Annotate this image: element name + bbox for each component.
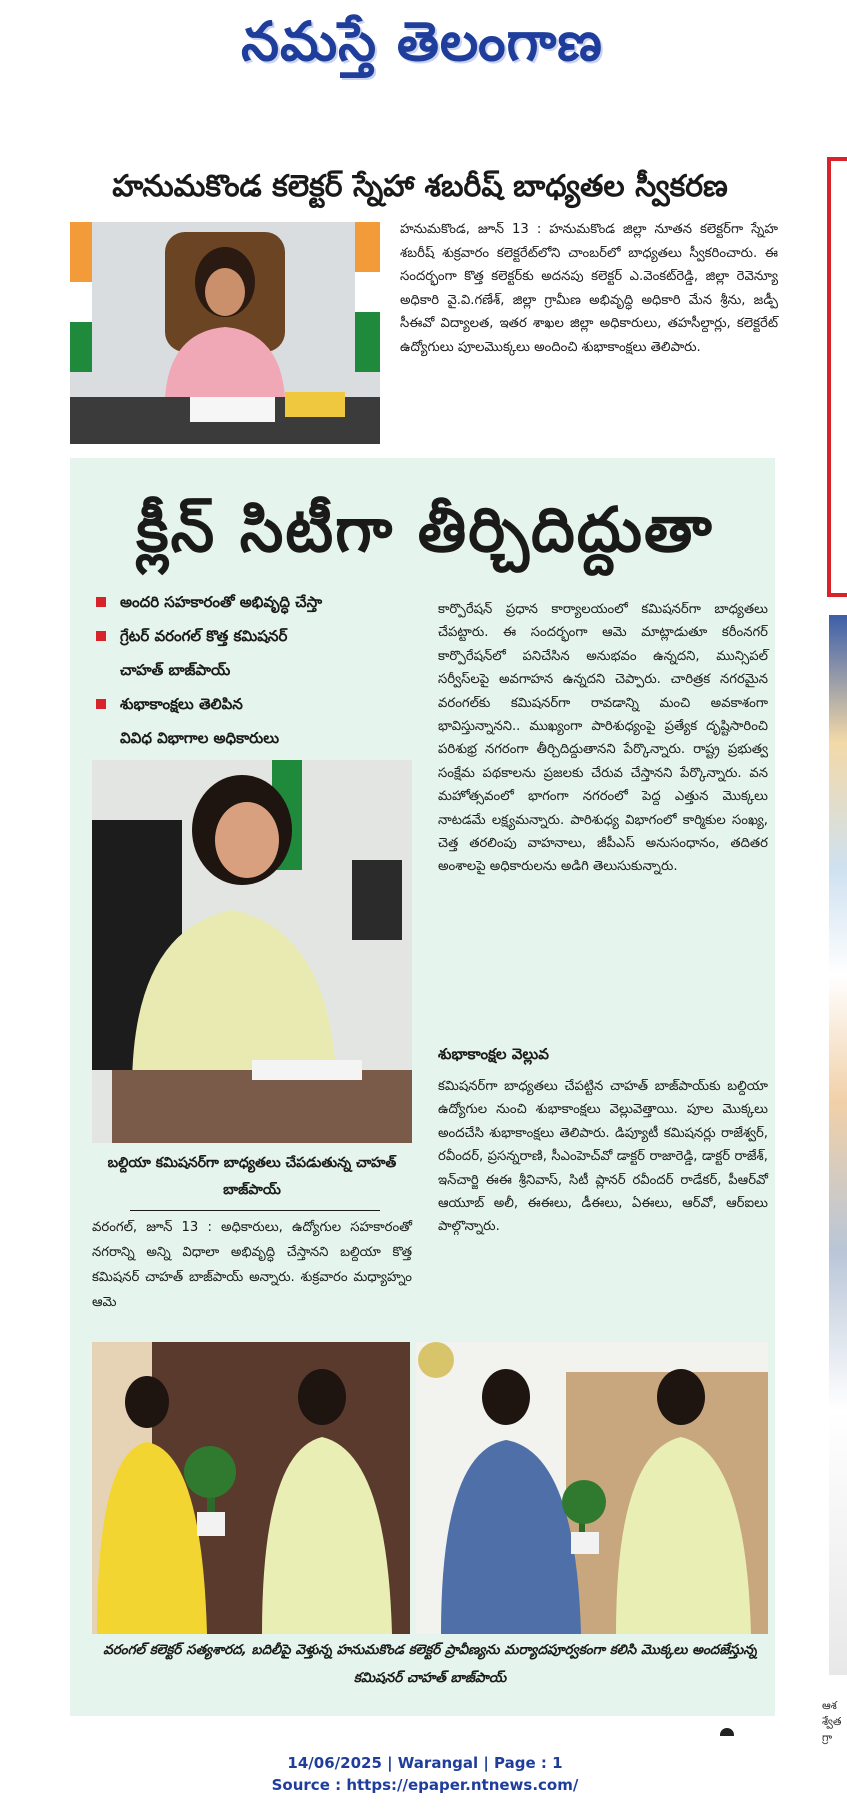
bullet-square-icon [96,597,106,607]
plant-greeting-photo-2 [416,1342,768,1634]
footer-source-line[interactable]: Source : https://epaper.ntnews.com/ [271,1776,579,1794]
adjacent-ad-border [827,157,847,597]
story1-headline: హనుమకొండ కలెక్టర్ స్నేహా శబరీష్ బాధ్యతల స్వీకరణ [112,169,728,204]
bullet-continuation: చాహత్ బాజ్‌పాయ్ [120,661,231,679]
story2-lead: వరంగల్, జూన్ 13 : అధికారులు, ఉద్యోగుల సహకారంతో నగరాన్ని అన్ని విధాలా అభివృద్ధి చేస్తానని బల్దియా కొత్త కమిషనర్ చాహత్ బాజ్‌పాయ్ అన్నారు. శుక్రవారం మధ్యాహ్నం ఆమె [92,1220,412,1310]
plant-greeting-photo-1 [92,1342,410,1634]
bullet-item: అందరి సహకారంతో అభివృద్ధి చేస్తా [90,585,430,619]
bullet-square-icon [96,631,106,641]
story2-body: కార్పొరేషన్ ప్రధాన కార్యాలయంలో కమిషనర్‌గా బాధ్యతలు చేపట్టారు. ఈ సందర్భంగా ఆమె మాట్లాడుతూ కరీంనగర్ కార్పొరేషన్‌లో పనిచేసిన అనుభవం ఉన్నదని, మున్సిపల్ సర్వీస్‌లపై అవగాహన ఉన్నదని చెప్పారు. చారిత్రక నగరమైన వరంగల్‌కు కమిషనర్‌గా రావడాన్ని మంచి అవకాశంగా భావిస్తున్నానని.. ముఖ్యంగా పారిశుధ్యంపై ప్రత్యేక దృష్టిసారించి పరిశుభ్ర నగరంగా తీర్చిదిద్దుతానని పేర్కొన్నారు. రాష్ట్ర ప్రభుత్వ సంక్షేమ పథకాలను ప్రజలకు చేరువ చేస్తానని పేర్కొన్నారు. వన మహోత్సవంలో భాగంగా నగరంలో పెద్ద ఎత్తున మొక్కలు నాటడమే లక్ష్యమన్నారు. పారిశుధ్య విభాగంలో కార్మికుల సంఖ్య, చెత్త తరలింపు వాహనాలు, జీపీఎస్ అనుసంధానం, తదితర అంశాలపై అధికారులను అడిగి తెలుసుకున్నారు. [438,602,768,875]
bullet-item: శుభాకాంక్షలు తెలిపిన [90,687,430,721]
story2-body-continued: కమిషనర్‌గా బాధ్యతలు చేపట్టిన చాహత్ బాజ్‌పాయ్‌కు బల్దియా ఉద్యోగుల నుంచి శుభాకాంక్షలు వెల్లువెత్తాయి. పూల మొక్కలు అందచేసి శుభాకాంక్షలు తెలిపారు. డిప్యూటీ కమిషనర్లు రాజేశ్వర్, రవీందర్, ప్రసన్నరాణి, సీఎంహెచ్‌వో డాక్టర్ రాజారెడ్డి, డాక్టర్ రాజేశ్, ఇన్‌చార్జి ఈఈ శ్రీనివాస్, సిటీ ప్లానర్ రవీందర్ రాడేకర్, పీఆర్‌వో ఆయూబ్ అలీ, ఈఈలు, డీఈలు, ఏఈలు, ఆర్‌వో, ఆర్‌ఐలు పాల్గొన్నారు. [438,1079,768,1235]
story2-bullets [90,585,430,755]
adjacent-column-strip [829,615,847,1675]
adjacent-column-text: ఆశ శ్వేత గ్రా [822,1699,842,1744]
bullet-continuation: వివిధ విభాగాల అధికారులు [120,729,280,747]
page-mark-icon [720,1728,734,1736]
bottom-photos-caption: వరంగల్ కలెక్టర్ సత్యశారద, బదిలీపై వెళ్తున్న హనుమకొండ కలెక్టర్ ప్రావీణ్యను మర్యాదపూర్వకంగా కలిసి మొక్కలు అందజేస్తున్న కమిషనర్ చాహత్ బాజ్‌పాయ్ [103,1642,757,1686]
commissioner-photo [92,760,412,1143]
caption-rule [130,1210,380,1211]
story1-body: హనుమకొండ, జూన్ 13 : హనుమకొండ జిల్లా నూతన కలెక్టర్‌గా స్నేహ శబరీష్ శుక్రవారం కలెక్టరేట్‌లోని చాంబర్‌లో బాధ్యతలు స్వీకరించారు. ఈ సందర్భంగా కొత్త కలెక్టర్‌కు అదనపు కలెక్టర్ ఎ.వెంకట్‌రెడ్డి, జిల్లా రెవెన్యూ అధికారి వై.వి.గణేశ్, జిల్లా గ్రామీణ అభివృద్ధి అధికారి మేన శ్రీను, జడ్పీ సీఈవో విద్యాలత, ఇతర శాఖల జిల్లా అధికారులు, తహసీల్దార్లు, కలెక్టరేట్ ఉద్యోగులు పూలమొక్కలు అందించి శుభాకాంక్షలు తెలిపారు. [400,222,778,355]
newspaper-masthead: నమస్తే తెలంగాణ [241,10,603,73]
footer-edition-line: 14/06/2025 | Warangal | Page : 1 [287,1754,563,1772]
collector-photo [70,222,380,444]
bullet-square-icon [96,699,106,709]
commissioner-photo-caption: బల్దియా కమిషనర్‌గా బాధ్యతలు చేపడుతున్న చాహత్ బాజ్‌పాయ్ [107,1155,397,1198]
story2-headline: క్లీన్ సిటీగా తీర్చిదిద్దుతా [136,493,714,566]
bullet-item: గ్రేటర్ వరంగల్ కొత్త కమిషనర్ [90,619,430,653]
story2-subhead: శుభాకాంక్షల వెల్లువ [438,1045,549,1063]
